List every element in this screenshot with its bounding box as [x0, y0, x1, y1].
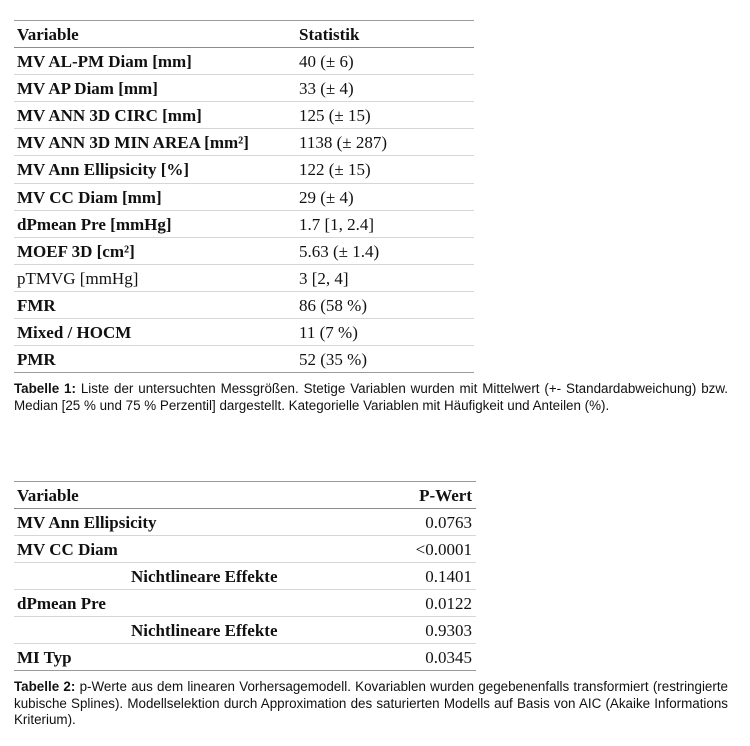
statistic-value: 1.7 [1, 2.4]: [299, 214, 375, 234]
table-row: [14, 211, 474, 238]
column-header-variable: Variable: [17, 486, 79, 505]
p-value-table: [14, 481, 476, 671]
table-row: [14, 346, 474, 373]
table-header-row: [14, 482, 476, 509]
variable-sublabel: Nichtlineare Effekte: [131, 621, 278, 640]
statistic-value: 29 (± 4): [299, 187, 354, 207]
table-row: [14, 102, 474, 129]
variable-label: MV CC Diam: [17, 540, 118, 559]
p-value: <0.0001: [415, 540, 472, 559]
table-row: [14, 265, 474, 292]
caption-label: Tabelle 1:: [14, 381, 76, 396]
table-row: [14, 617, 476, 644]
p-value: 0.0763: [425, 513, 472, 532]
statistic-value: 1138 (± 287): [299, 133, 388, 153]
variable-label: dPmean Pre: [17, 594, 106, 613]
p-value: 0.1401: [425, 567, 472, 586]
table-row: [14, 75, 474, 102]
caption-label: Tabelle 2:: [14, 679, 76, 694]
table-row: [14, 48, 474, 75]
table-row: [14, 292, 474, 319]
caption-text: Liste der untersuchten Messgrößen. Stetige Variablen wurden mit Mittelwert (+- Standardabweichung) bzw. Median [25 % und 75 % Perzentil] dargestellt. Kategorielle Variablen mit Häufigkeit und Anteilen (%).: [14, 381, 728, 413]
table-row: [14, 238, 474, 265]
statistic-value: 5.63 (± 1.4): [299, 241, 380, 261]
table-1-caption: [14, 381, 728, 414]
column-header-p-value: P-Wert: [419, 486, 472, 505]
statistic-value: 11 (7 %): [299, 323, 358, 343]
table-row: [14, 563, 476, 590]
statistic-value: 33 (± 4): [299, 79, 354, 99]
caption-text: p-Werte aus dem linearen Vorhersagemodell. Kovariablen wurden gegebenenfalls transformiert (restringierte kubische Splines). Modellselektion durch Approximation des saturierten Modells auf Basis von AIC (Akaike Informations Kriterium).: [14, 679, 728, 728]
variable-label: MV Ann Ellipsicity [%]: [17, 160, 190, 180]
statistic-value: 86 (58 %): [299, 295, 367, 315]
variable-label: PMR: [17, 350, 56, 370]
variable-label: MV ANN 3D MIN AREA [mm²]: [17, 133, 249, 153]
variable-label: MOEF 3D [cm²]: [17, 241, 135, 261]
variable-label: Mixed / HOCM: [17, 323, 132, 343]
p-value: 0.0345: [425, 648, 472, 667]
statistic-value: 3 [2, 4]: [299, 268, 349, 288]
column-header-statistic: Statistik: [299, 25, 360, 44]
table-2-caption: [14, 679, 728, 729]
p-value: 0.0122: [425, 594, 472, 613]
table-row: [14, 184, 474, 211]
variable-label: dPmean Pre [mmHg]: [17, 214, 172, 234]
statistic-value: 125 (± 15): [299, 106, 371, 126]
table-row: [14, 129, 474, 156]
p-value: 0.9303: [425, 621, 472, 640]
table-row: [14, 536, 476, 563]
variable-label: pTMVG [mmHg]: [17, 268, 139, 288]
variable-label: MV AL-PM Diam [mm]: [17, 52, 192, 72]
statistics-table: [14, 20, 474, 373]
variable-label: MI Typ: [17, 648, 72, 667]
statistic-value: 122 (± 15): [299, 160, 371, 180]
table-row: [14, 509, 476, 536]
variable-label: MV Ann Ellipsicity: [17, 513, 157, 532]
table-header-row: [14, 21, 474, 48]
table-row: [14, 644, 476, 671]
statistic-value: 52 (35 %): [299, 350, 367, 370]
table-row: [14, 156, 474, 183]
variable-label: MV CC Diam [mm]: [17, 187, 162, 207]
table-row: [14, 590, 476, 617]
variable-label: FMR: [17, 295, 56, 315]
variable-label: MV AP Diam [mm]: [17, 79, 158, 99]
variable-label: MV ANN 3D CIRC [mm]: [17, 106, 202, 126]
statistic-value: 40 (± 6): [299, 52, 354, 72]
table-row: [14, 319, 474, 346]
column-header-variable: Variable: [17, 25, 79, 44]
variable-sublabel: Nichtlineare Effekte: [131, 567, 278, 586]
